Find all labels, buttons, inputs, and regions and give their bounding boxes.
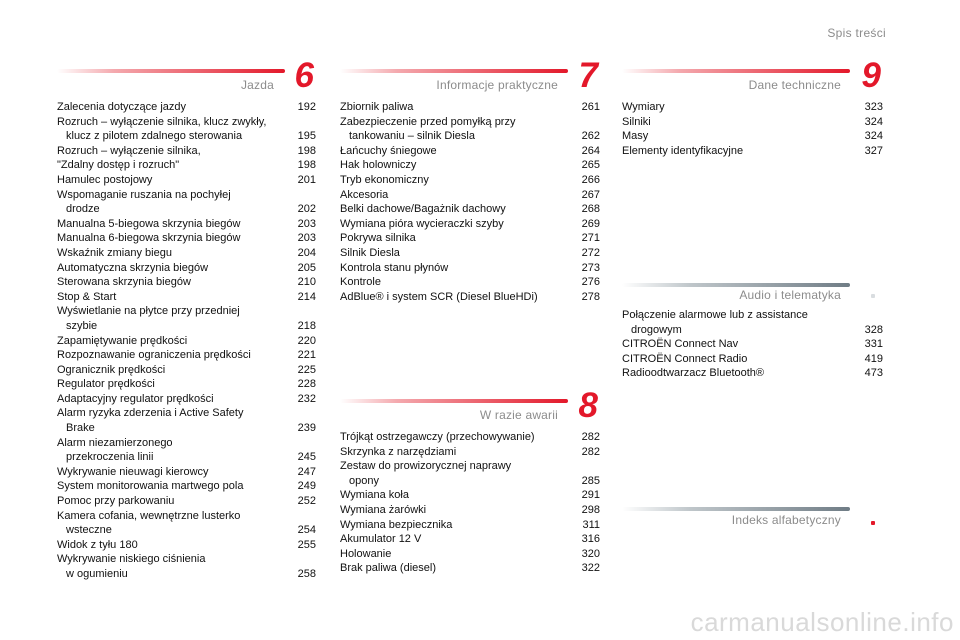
toc-entry-title-text: Silnik Diesla — [340, 246, 400, 259]
toc-entry-title — [57, 115, 298, 144]
toc-entry-title — [57, 217, 298, 232]
section-title: Jazda — [240, 78, 274, 92]
toc-entry-page: 266 — [581, 173, 600, 186]
toc-entry-title — [622, 337, 865, 352]
toc-entry[interactable] — [340, 290, 600, 305]
toc-entry[interactable] — [57, 188, 316, 217]
toc-entry[interactable] — [622, 129, 883, 144]
toc-entry-title-continuation: przekroczenia linii — [66, 451, 154, 464]
toc-entry-title-text: Alarm ryzyka zderzenia i Active Safety — [57, 407, 244, 420]
toc-entry-title-text: Kontrole — [340, 276, 381, 289]
toc-entry-page: 278 — [581, 290, 600, 303]
toc-entry-page: 473 — [864, 367, 883, 380]
toc-entry[interactable] — [340, 158, 600, 173]
toc-entry-page: 328 — [864, 323, 883, 336]
toc-entry-title — [622, 144, 865, 159]
section-audio-i-telematyka — [622, 272, 883, 381]
section-marker-icon — [871, 521, 875, 525]
toc-entry-page: 419 — [864, 352, 883, 365]
toc-entry-page: 282 — [581, 431, 600, 443]
toc-entry-title-continuation: wsteczne — [66, 524, 112, 537]
toc-entry[interactable] — [622, 115, 883, 130]
toc-entry[interactable] — [57, 261, 316, 276]
toc-entry-title — [57, 158, 298, 173]
section-jazda — [57, 58, 316, 582]
toc-entry-title — [57, 334, 298, 349]
toc-entry-page: 195 — [297, 130, 316, 143]
toc-entry-title — [622, 352, 865, 367]
section-marker-icon — [871, 294, 875, 298]
toc-entry-page: 264 — [581, 144, 600, 157]
toc-entry-page: 205 — [297, 261, 316, 274]
toc-entry[interactable] — [340, 231, 600, 246]
toc-entry-title-text: Sterowana skrzynia biegów — [57, 276, 191, 289]
toc-entry[interactable] — [57, 144, 316, 159]
toc-entry-page: 291 — [581, 489, 600, 502]
toc-entry-title-text: Zapamiętywanie prędkości — [57, 334, 188, 347]
toc-entry-title-text: Holowanie — [340, 547, 392, 560]
toc-entry-title — [340, 144, 582, 159]
toc-entry-title — [622, 115, 865, 130]
toc-entry[interactable] — [340, 518, 600, 533]
section-bar — [340, 399, 568, 403]
toc-entry-title — [340, 246, 582, 261]
toc-entry[interactable] — [57, 552, 316, 581]
toc-entry-title — [340, 173, 582, 188]
toc-entry-page: 225 — [297, 363, 316, 376]
toc-entry-page: 327 — [864, 144, 883, 157]
toc-entry-title — [340, 100, 582, 115]
toc-entry-title — [57, 406, 298, 435]
toc-entry[interactable] — [622, 366, 883, 381]
section-bar — [340, 69, 568, 73]
toc-entry[interactable] — [57, 406, 316, 435]
toc-entry-title-text: Kamera cofania, wewnętrzne lusterko — [57, 509, 241, 522]
toc-entry-page: 192 — [297, 101, 316, 113]
toc-entry-title — [57, 100, 298, 115]
toc-entry[interactable] — [340, 144, 600, 159]
toc-entry-page: 265 — [581, 159, 600, 172]
toc-entry[interactable] — [57, 465, 316, 480]
toc-entry-title-text: Ogranicznik prędkości — [57, 363, 166, 376]
toc-entry-title — [622, 100, 865, 115]
toc-entry-title-text: Rozpoznawanie ograniczenia prędkości — [57, 349, 251, 362]
toc-entry-page: 322 — [581, 562, 600, 575]
toc-entry-title — [57, 538, 298, 553]
toc-entry-page: 252 — [297, 495, 316, 508]
toc-entry-title — [340, 231, 582, 246]
toc-entry-title — [57, 363, 298, 378]
toc-entry-title — [340, 503, 582, 518]
toc-entry-page: 232 — [297, 392, 316, 405]
toc-entry-title — [57, 173, 298, 188]
toc-entry[interactable] — [622, 100, 883, 115]
toc-entry-page: 262 — [581, 130, 600, 143]
toc-entry[interactable] — [57, 479, 316, 494]
toc-entry[interactable] — [57, 538, 316, 553]
toc-entry[interactable] — [340, 217, 600, 232]
toc-entry-page: 298 — [581, 503, 600, 516]
toc-entry-title-text: Pokrywa silnika — [340, 232, 416, 245]
toc-entry[interactable] — [340, 275, 600, 290]
toc-entry-page: 267 — [581, 188, 600, 201]
toc-entry-title — [57, 231, 298, 246]
toc-entry-title-text: CITROËN Connect Radio — [622, 352, 748, 365]
section-bar — [622, 69, 850, 73]
toc-entry-title — [57, 261, 298, 276]
toc-entry-title-text: Zestaw do prowizorycznej naprawy — [340, 460, 512, 473]
toc-entry-page: 255 — [297, 538, 316, 551]
toc-entry-page: 269 — [581, 217, 600, 230]
toc-entry-title — [57, 465, 298, 480]
toc-entry[interactable] — [57, 173, 316, 188]
toc-entry-title-text: Hak holowniczy — [340, 159, 417, 172]
toc-list — [622, 308, 883, 381]
toc-entry-title — [57, 290, 298, 305]
toc-entry[interactable] — [340, 445, 600, 460]
page-header-label: Spis treści — [827, 26, 886, 40]
toc-entry-title — [340, 488, 582, 503]
toc-list — [340, 100, 600, 304]
toc-entry-page: 247 — [297, 465, 316, 478]
toc-entry-page: 202 — [297, 203, 316, 216]
section-header[interactable] — [622, 496, 883, 538]
toc-entry-page: 324 — [864, 130, 883, 143]
toc-entry-page: 285 — [581, 474, 600, 487]
toc-entry-title — [57, 392, 298, 407]
toc-entry-page: 201 — [297, 173, 316, 186]
toc-entry[interactable] — [57, 100, 316, 115]
toc-entry[interactable] — [57, 158, 316, 173]
toc-entry-title-text: Belki dachowe/Bagażnik dachowy — [340, 203, 506, 216]
toc-entry-title-text: Łańcuchy śniegowe — [340, 144, 437, 157]
toc-entry-title-text: Pomoc przy parkowaniu — [57, 495, 175, 508]
toc-entry[interactable] — [340, 246, 600, 261]
toc-entry-title-continuation: drogowym — [631, 323, 682, 336]
toc-entry[interactable] — [622, 337, 883, 352]
toc-entry-page: 245 — [297, 451, 316, 464]
toc-entry[interactable] — [57, 392, 316, 407]
toc-entry[interactable] — [340, 532, 600, 547]
toc-entry-title — [340, 561, 582, 576]
toc-entry-page: 268 — [581, 203, 600, 216]
toc-entry-title-text: "Zdalny dostęp i rozruch" — [57, 159, 180, 172]
toc-entry[interactable] — [340, 459, 600, 488]
toc-entry-page: 254 — [297, 524, 316, 537]
toc-entry-page: 282 — [581, 445, 600, 458]
section-title: Informacje praktyczne — [436, 78, 558, 92]
toc-entry-title — [340, 158, 582, 173]
toc-entry-title-text: Wykrywanie niskiego ciśnienia — [57, 553, 206, 566]
toc-entry-title-text: Trójkąt ostrzegawczy (przechowywanie) — [340, 431, 535, 443]
toc-entry-title-text: Wymiana koła — [340, 489, 409, 502]
toc-entry-title-text: Wskaźnik zmiany biegu — [57, 246, 172, 259]
section-number: 7 — [578, 56, 598, 95]
section-title: Indeks alfabetyczny — [731, 513, 841, 527]
toc-entry-title — [340, 547, 582, 562]
toc-entry-title-continuation: klucz z pilotem zdalnego sterowania — [66, 130, 243, 143]
toc-entry-title-continuation: Brake — [66, 422, 95, 435]
toc-entry-title — [340, 430, 582, 445]
section-header[interactable] — [340, 58, 600, 100]
toc-entry-title-text: Zalecenia dotyczące jazdy — [57, 101, 187, 113]
toc-entry-title-text: Automatyczna skrzynia biegów — [57, 261, 209, 274]
toc-entry-title-text: Kontrola stanu płynów — [340, 261, 449, 274]
toc-entry-page: 316 — [581, 533, 600, 546]
section-header[interactable] — [57, 58, 316, 100]
toc-entry-page: 214 — [297, 290, 316, 303]
toc-entry-title — [340, 459, 582, 488]
toc-entry[interactable] — [57, 363, 316, 378]
toc-entry-title — [57, 377, 298, 392]
toc-entry-title — [57, 246, 298, 261]
toc-entry[interactable] — [340, 488, 600, 503]
toc-entry-title — [57, 188, 298, 217]
toc-entry[interactable] — [57, 509, 316, 538]
watermark: carmanualsonline.info — [690, 607, 954, 637]
toc-entry-title-continuation: szybie — [66, 319, 98, 332]
toc-entry-page: 220 — [297, 334, 316, 347]
toc-entry-title-text: Wymiana bezpiecznika — [340, 518, 453, 531]
toc-entry-title-text: Wspomaganie ruszania na pochyłej — [57, 188, 231, 201]
toc-entry-title-text: Wyświetlanie na płytce przy przedniej — [57, 305, 240, 318]
toc-entry-page: 239 — [297, 422, 316, 435]
toc-entry-page: 198 — [297, 144, 316, 157]
toc-entry-title-text: Rozruch – wyłączenie silnika, — [57, 144, 201, 157]
toc-entry-title — [57, 436, 298, 465]
toc-entry-title-text: Silniki — [622, 115, 651, 128]
toc-entry-title-text: Zbiornik paliwa — [340, 101, 414, 113]
toc-entry[interactable] — [340, 261, 600, 276]
section-title: Audio i telematyka — [739, 288, 841, 302]
toc-entry-title-text: CITROËN Connect Nav — [622, 338, 739, 351]
toc-entry-title-text: AdBlue® i system SCR (Diesel BlueHDi) — [340, 290, 538, 303]
toc-entry[interactable] — [622, 352, 883, 367]
toc-entry-title-text: Manualna 6-biegowa skrzynia biegów — [57, 232, 241, 245]
toc-entry[interactable] — [340, 561, 600, 576]
toc-list — [340, 430, 600, 576]
toc-entry-title-text: Akumulator 12 V — [340, 533, 422, 546]
toc-entry-page: 273 — [581, 261, 600, 274]
toc-entry-title-continuation: tankowaniu – silnik Diesla — [349, 130, 475, 143]
toc-entry[interactable] — [57, 304, 316, 333]
section-number: 9 — [861, 56, 881, 95]
toc-entry-title-text: Widok z tyłu 180 — [57, 538, 138, 551]
toc-entry-title — [57, 304, 298, 333]
section-dane-techniczne — [622, 58, 883, 158]
toc-entry-title — [340, 290, 582, 305]
toc-entry-page: 323 — [864, 101, 883, 113]
toc-entry-title-continuation: w ogumieniu — [66, 568, 128, 580]
toc-entry-title — [57, 144, 298, 159]
toc-entry-title — [57, 494, 298, 509]
toc-entry-title — [340, 217, 582, 232]
toc-entry-page: 272 — [581, 246, 600, 259]
toc-entry-page: 228 — [297, 378, 316, 391]
section-bar — [622, 507, 850, 511]
toc-entry-title-text: Brak paliwa (diesel) — [340, 562, 436, 575]
toc-entry-title-continuation: opony — [349, 474, 379, 487]
toc-entry-page: 324 — [864, 115, 883, 128]
section-header[interactable] — [340, 388, 600, 430]
toc-entry-title-text: Masy — [622, 130, 649, 143]
column-left — [57, 58, 316, 582]
section-header[interactable] — [622, 58, 883, 100]
toc-entry[interactable] — [340, 202, 600, 217]
toc-entry-title — [57, 479, 298, 494]
toc-entry-title-text: Hamulec postojowy — [57, 173, 153, 186]
toc-entry[interactable] — [57, 217, 316, 232]
toc-entry-title — [622, 129, 865, 144]
toc-entry-title — [340, 202, 582, 217]
toc-entry-title — [622, 366, 865, 381]
section-bar — [622, 283, 850, 287]
toc-entry-title-text: Wykrywanie nieuwagi kierowcy — [57, 465, 209, 478]
toc-entry-title-text: Manualna 5-biegowa skrzynia biegów — [57, 217, 241, 230]
toc-entry-title-text: Elementy identyfikacyjne — [622, 144, 744, 157]
toc-entry-title-text: Regulator prędkości — [57, 378, 155, 391]
toc-entry[interactable] — [57, 436, 316, 465]
toc-entry[interactable] — [57, 290, 316, 305]
toc-entry[interactable] — [340, 115, 600, 144]
column-right — [622, 56, 883, 527]
toc-entry[interactable] — [622, 144, 883, 159]
toc-entry-page: 210 — [297, 276, 316, 289]
toc-entry-page: 198 — [297, 159, 316, 172]
toc-entry[interactable] — [340, 173, 600, 188]
toc-entry-title — [340, 188, 582, 203]
toc-entry-page: 249 — [297, 480, 316, 493]
toc-entry-page: 276 — [581, 276, 600, 289]
toc-entry-page: 258 — [297, 568, 316, 580]
section-number: 6 — [294, 56, 314, 95]
toc-entry-title-text: Wymiana żarówki — [340, 503, 427, 516]
toc-entry[interactable] — [340, 188, 600, 203]
toc-entry-title-text: Stop & Start — [57, 290, 117, 303]
column-middle — [340, 56, 600, 575]
toc-entry-page: 261 — [581, 101, 600, 113]
toc-entry[interactable] — [57, 494, 316, 509]
toc-entry-title-continuation: drodze — [66, 203, 100, 216]
toc-entry-title — [340, 261, 582, 276]
section-title: W razie awarii — [479, 408, 558, 422]
section-w-razie-awarii — [340, 388, 600, 576]
toc-entry-title — [340, 275, 582, 290]
toc-entry[interactable] — [57, 377, 316, 392]
toc-entry-title-text: Wymiana pióra wycieraczki szyby — [340, 217, 504, 230]
toc-entry-title-text: Tryb ekonomiczny — [340, 173, 429, 186]
toc-entry-title-text: System monitorowania martwego pola — [57, 480, 244, 493]
toc-list — [622, 100, 883, 158]
toc-entry-page: 221 — [297, 349, 316, 362]
toc-entry-title-text: Skrzynka z narzędziami — [340, 445, 457, 458]
toc-entry-title-text: Akcesoria — [340, 188, 389, 201]
toc-entry[interactable] — [57, 115, 316, 144]
section-bar — [57, 69, 285, 73]
toc-entry-page: 203 — [297, 232, 316, 245]
toc-entry-page: 271 — [581, 232, 600, 245]
toc-entry-title-text: Wymiary — [622, 101, 665, 113]
toc-entry-title — [57, 509, 298, 538]
toc-list — [57, 100, 316, 582]
toc-entry-page: 218 — [297, 319, 316, 332]
section-number: 8 — [578, 386, 598, 425]
toc-entry[interactable] — [340, 100, 600, 115]
toc-entry[interactable] — [340, 430, 600, 445]
section-informacje-praktyczne — [340, 58, 600, 304]
section-indeks-alfabetyczny — [622, 496, 883, 538]
section-header[interactable] — [622, 272, 883, 314]
toc-entry-title — [57, 348, 298, 363]
toc-entry-title-text: Rozruch – wyłączenie silnika, klucz zwykły, — [57, 115, 267, 128]
toc-entry-page: 311 — [582, 518, 600, 531]
toc-entry-title-text: Adaptacyjny regulator prędkości — [57, 392, 214, 405]
toc-entry[interactable] — [57, 334, 316, 349]
toc-entry-title-text: Alarm niezamierzonego — [57, 436, 173, 449]
toc-entry-title — [340, 445, 582, 460]
toc-entry-title — [57, 552, 298, 581]
toc-entry[interactable] — [340, 547, 600, 562]
toc-entry-title — [340, 115, 582, 144]
section-title: Dane techniczne — [748, 78, 841, 92]
toc-entry-title — [340, 518, 582, 533]
toc-entry[interactable] — [340, 503, 600, 518]
toc-entry[interactable] — [57, 231, 316, 246]
toc-entry-page: 203 — [297, 217, 316, 230]
toc-entry-title — [340, 532, 582, 547]
toc-entry-title — [57, 275, 298, 290]
toc-entry-page: 331 — [864, 338, 883, 351]
toc-entry-title-text: Radioodtwarzacz Bluetooth® — [622, 367, 765, 380]
toc-entry-page: 204 — [297, 246, 316, 259]
toc-entry[interactable] — [57, 348, 316, 363]
toc-entry[interactable] — [57, 246, 316, 261]
toc-entry[interactable] — [57, 275, 316, 290]
toc-entry-title-text: Zabezpieczenie przed pomyłką przy — [340, 115, 516, 128]
toc-entry-title-text: Połączenie alarmowe lub z assistance — [622, 309, 808, 321]
toc-entry-page: 320 — [581, 547, 600, 560]
